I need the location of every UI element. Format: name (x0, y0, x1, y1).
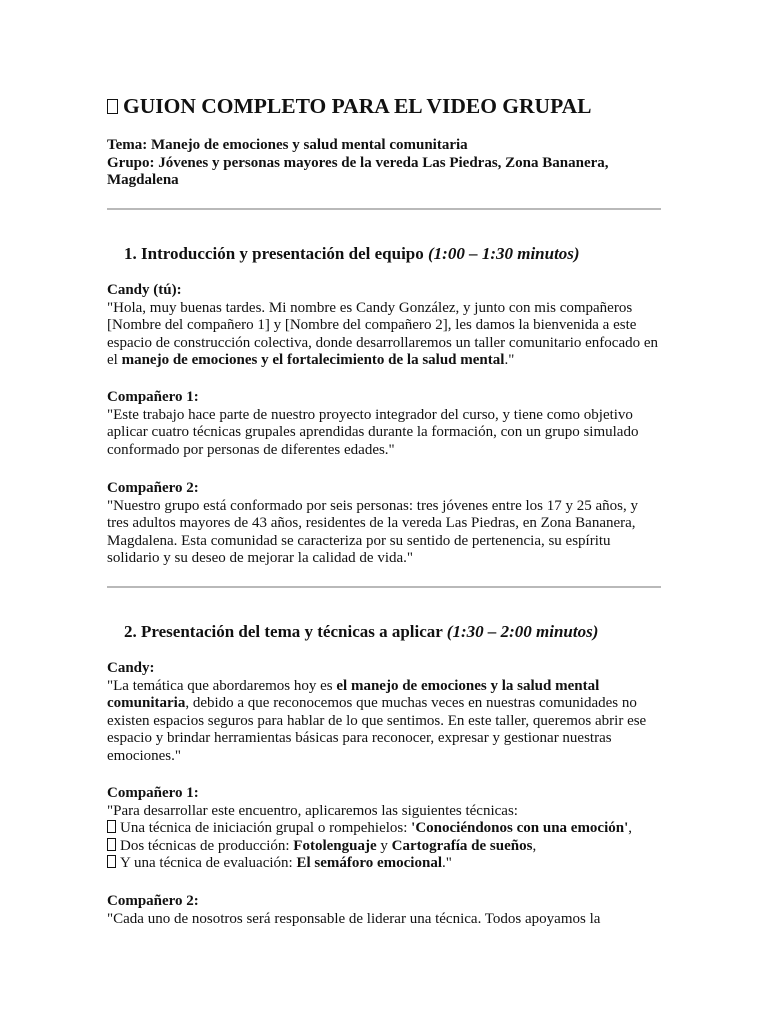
technique-name: Fotolenguaje (293, 837, 377, 854)
section-2-heading (124, 622, 598, 642)
technique-text: Dos técnicas de producción: (120, 837, 294, 854)
section-2-block-1 (107, 660, 663, 766)
technique-text: ." (442, 855, 452, 872)
technique-item-2 (107, 838, 663, 856)
dialogue-text: "Nuestro grupo está conformado por seis personas: tres jóvenes entre los 17 y 25 años, y tres adultos mayores de 43 años, residentes de la vereda Las Piedras, en Zona Bananera, Magdalena. Esta comunidad se caracteriza por su sentido de pertenencia, su espíritu solidario y su deseo de mejorar la calidad de vida." (107, 497, 639, 567)
technique-name: Cartografía de sueños (391, 837, 533, 854)
technique-text: , (532, 837, 537, 854)
technique-item-3 (107, 855, 663, 873)
section-2-block-2 (107, 785, 663, 873)
speaker-label: Compañero 2: (107, 480, 199, 496)
missing-glyph-icon (107, 99, 118, 114)
section-1-heading (124, 244, 580, 264)
section-1-duration: (1:00 – 1:30 minutos) (428, 244, 580, 263)
section-1-block-3 (107, 480, 663, 568)
dialogue-segment: ." (504, 352, 515, 369)
dialogue-intro: "Para desarrollar este encuentro, aplicaremos las siguientes técnicas: (107, 802, 518, 819)
dialogue-segment: "Hola, muy buenas tardes. Mi nombre es Candy González, y junto con mis compañeros [Nombre del compañero 1] y [Nombre del compañero 2], les damos la bienvenida a este espacio de construcción colectiva, donde desarrollaremos un taller comunitario enfocado en el (107, 299, 659, 369)
technique-name: El semáforo emocional (296, 855, 442, 872)
grupo-line: Grupo: Jóvenes y personas mayores de la vereda Las Piedras, Zona Bananera, Magdalena (107, 154, 609, 189)
speaker-label: Compañero 2: (107, 893, 199, 909)
technique-item-1 (107, 820, 663, 838)
dialogue-text: "Este trabajo hace parte de nuestro proyecto integrador del curso, y tiene como objetivo aplicar cuatro técnicas grupales aprendidas durante la formación, con un grupo simulado conformado por personas de diferentes edades." (107, 406, 639, 458)
dialogue-segment: , debido a que reconocemos que muchas veces en nuestras comunidades no existen espacios seguros para hablar de lo que sentimos. En este taller, queremos abrir ese espacio y brindar herramientas básicas para reconocer, expresar y gestionar nuestras emociones." (107, 695, 647, 764)
speaker-label: Compañero 1: (107, 785, 199, 801)
speaker-label: Candy (tú): (107, 282, 182, 298)
dialogue-segment: "La temática que abordaremos hoy es (107, 677, 337, 694)
section-1-block-1 (107, 282, 663, 370)
document-title (107, 93, 591, 119)
section-1-block-2 (107, 389, 663, 459)
section-2-block-3 (107, 893, 663, 928)
document-title-text: GUION COMPLETO PARA EL VIDEO GRUPAL (123, 94, 592, 118)
technique-name: 'Conociéndonos con una emoción' (411, 820, 629, 837)
section-2-duration: (1:30 – 2:00 minutos) (446, 622, 599, 641)
dialogue-text: "Cada uno de nosotros será responsable de liderar una técnica. Todos apoyamos la (107, 910, 601, 927)
document-title-block (107, 93, 591, 119)
divider (107, 586, 661, 588)
technique-text: Y una técnica de evaluación: (120, 855, 297, 872)
speaker-label: Candy: (107, 660, 155, 676)
section-2-heading-block (124, 622, 598, 642)
dialogue-text (107, 678, 663, 766)
dialogue-emphasis: el manejo de emociones y la salud mental comunitaria (107, 677, 600, 712)
speaker-label: Compañero 1: (107, 389, 199, 405)
technique-text: , (628, 820, 633, 837)
technique-text: y (376, 837, 392, 854)
tema-line: Tema: Manejo de emociones y salud mental comunitaria (107, 137, 468, 153)
dialogue-text (107, 300, 663, 370)
divider (107, 208, 661, 210)
dialogue-emphasis: manejo de emociones y el fortalecimiento de la salud mental (121, 352, 505, 369)
document-meta (107, 137, 647, 190)
missing-glyph-icon (107, 838, 116, 851)
missing-glyph-icon (107, 855, 116, 868)
missing-glyph-icon (107, 820, 116, 833)
section-1-heading-block (124, 244, 580, 264)
section-2-heading-text: 2. Presentación del tema y técnicas a aplicar (124, 622, 447, 641)
section-1-heading-text: 1. Introducción y presentación del equipo (124, 244, 428, 263)
technique-text: Una técnica de iniciación grupal o rompehielos: (120, 820, 412, 837)
